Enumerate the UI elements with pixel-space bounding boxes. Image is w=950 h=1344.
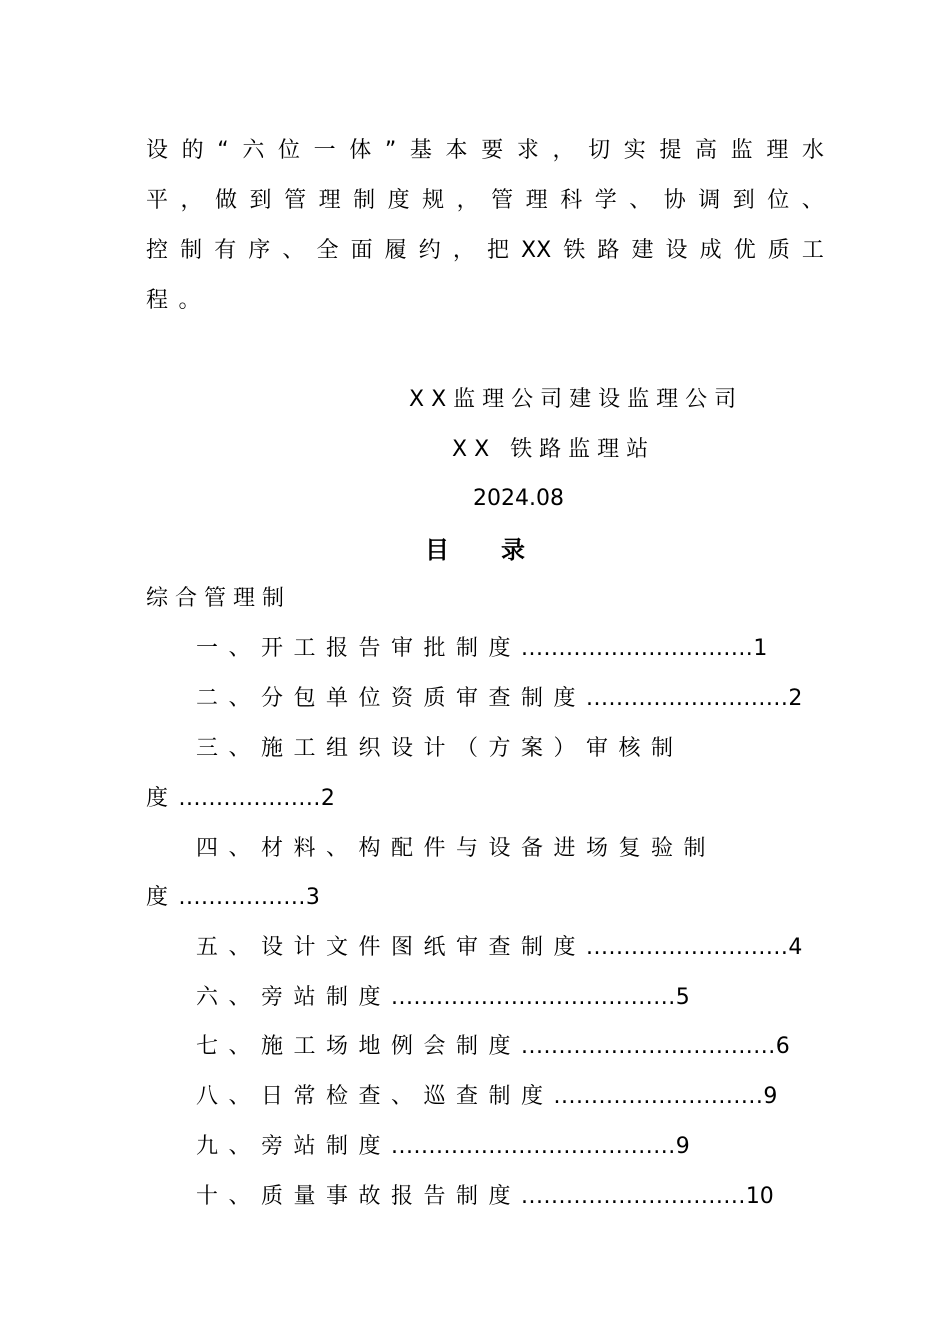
glyph: 、 (282, 238, 305, 263)
toc-section-label: 综合管理制 (146, 586, 292, 611)
toc-item-7[interactable]: 七、施工场地例会制度..................................6 (196, 1034, 790, 1059)
glyph: “ (217, 138, 229, 163)
toc-item-3-line2[interactable]: 度...................2 (146, 786, 335, 811)
glyph: 控 (146, 238, 169, 263)
intro-line-2 (146, 186, 824, 216)
glyph: ， (180, 188, 203, 213)
glyph: 管 (284, 188, 307, 213)
toc-item-9[interactable]: 九、旁站制度......................................9 (196, 1134, 690, 1159)
signature-station: XX 铁路监理站 (452, 437, 656, 462)
glyph: 平 (146, 188, 169, 213)
glyph: 实 (623, 138, 646, 163)
glyph: 求 (516, 138, 539, 163)
glyph: 到 (249, 188, 272, 213)
signature-date: 2024.08 (473, 486, 564, 511)
glyph: 位 (277, 138, 300, 163)
glyph: 质 (767, 238, 790, 263)
glyph: 、 (629, 188, 652, 213)
glyph: 序 (248, 238, 271, 263)
glyph: 要 (481, 138, 504, 163)
glyph: 科 (560, 188, 583, 213)
glyph: 制 (180, 238, 203, 263)
glyph: 本 (445, 138, 468, 163)
glyph: 路 (597, 238, 620, 263)
toc-item-8[interactable]: 八、日常检查、巡查制度............................9 (196, 1084, 778, 1109)
glyph: ， (452, 238, 475, 263)
glyph: 制 (353, 188, 376, 213)
toc-item-4-line1[interactable]: 四、材料、构配件与设备进场复验制 (196, 836, 717, 861)
intro-line-1 (146, 136, 824, 166)
glyph: 面 (350, 238, 373, 263)
glyph: 设 (665, 238, 688, 263)
glyph: 管 (491, 188, 514, 213)
signature-company: XX监理公司建设监理公司 (409, 387, 744, 412)
glyph: 规 (422, 188, 445, 213)
glyph: 成 (699, 238, 722, 263)
glyph: 到 (732, 188, 755, 213)
toc-item-1[interactable]: 一、开工报告审批制度...............................1 (196, 636, 768, 661)
glyph: 调 (698, 188, 721, 213)
glyph: 一 (313, 138, 336, 163)
glyph: 工 (801, 238, 824, 263)
glyph: 有 (214, 238, 237, 263)
glyph: 基 (409, 138, 432, 163)
glyph: 约 (418, 238, 441, 263)
glyph: 提 (659, 138, 682, 163)
glyph: 理 (318, 188, 341, 213)
glyph: 的 (181, 138, 204, 163)
glyph: 、 (801, 188, 824, 213)
toc-item-6[interactable]: 六、旁站制度......................................5 (196, 985, 690, 1010)
toc-item-2[interactable]: 二、分包单位资质审查制度...........................2 (196, 686, 803, 711)
glyph: 水 (801, 138, 824, 163)
glyph: 铁 (563, 238, 586, 263)
glyph: ， (552, 138, 575, 163)
glyph: 全 (316, 238, 339, 263)
glyph: ， (456, 188, 479, 213)
intro-line-3 (146, 236, 824, 266)
glyph: 理 (525, 188, 548, 213)
glyph: 位 (767, 188, 790, 213)
glyph: 学 (594, 188, 617, 213)
glyph: 做 (215, 188, 238, 213)
glyph: 切 (588, 138, 611, 163)
glyph: ” (384, 138, 397, 163)
toc-item-3-line1[interactable]: 三、施工组织设计（方案）审核制 (196, 736, 684, 761)
glyph: 高 (695, 138, 718, 163)
glyph: 履 (384, 238, 407, 263)
glyph: 把 (486, 238, 509, 263)
glyph: 监 (730, 138, 753, 163)
glyph: 设 (146, 138, 169, 163)
glyph: 优 (733, 238, 756, 263)
toc-item-5[interactable]: 五、设计文件图纸审查制度...........................4 (196, 935, 803, 960)
toc-item-4-line2[interactable]: 度.................3 (146, 885, 320, 910)
toc-item-10[interactable]: 十、质量事故报告制度..............................10 (196, 1184, 774, 1209)
glyph: 体 (349, 138, 372, 163)
glyph: 建 (631, 238, 654, 263)
glyph: 六 (242, 138, 265, 163)
intro-line-4: 程。 (146, 288, 212, 313)
glyph: XX (521, 238, 552, 263)
glyph: 理 (766, 138, 789, 163)
glyph: 协 (663, 188, 686, 213)
toc-title: 目录 (425, 536, 577, 564)
glyph: 度 (387, 188, 410, 213)
